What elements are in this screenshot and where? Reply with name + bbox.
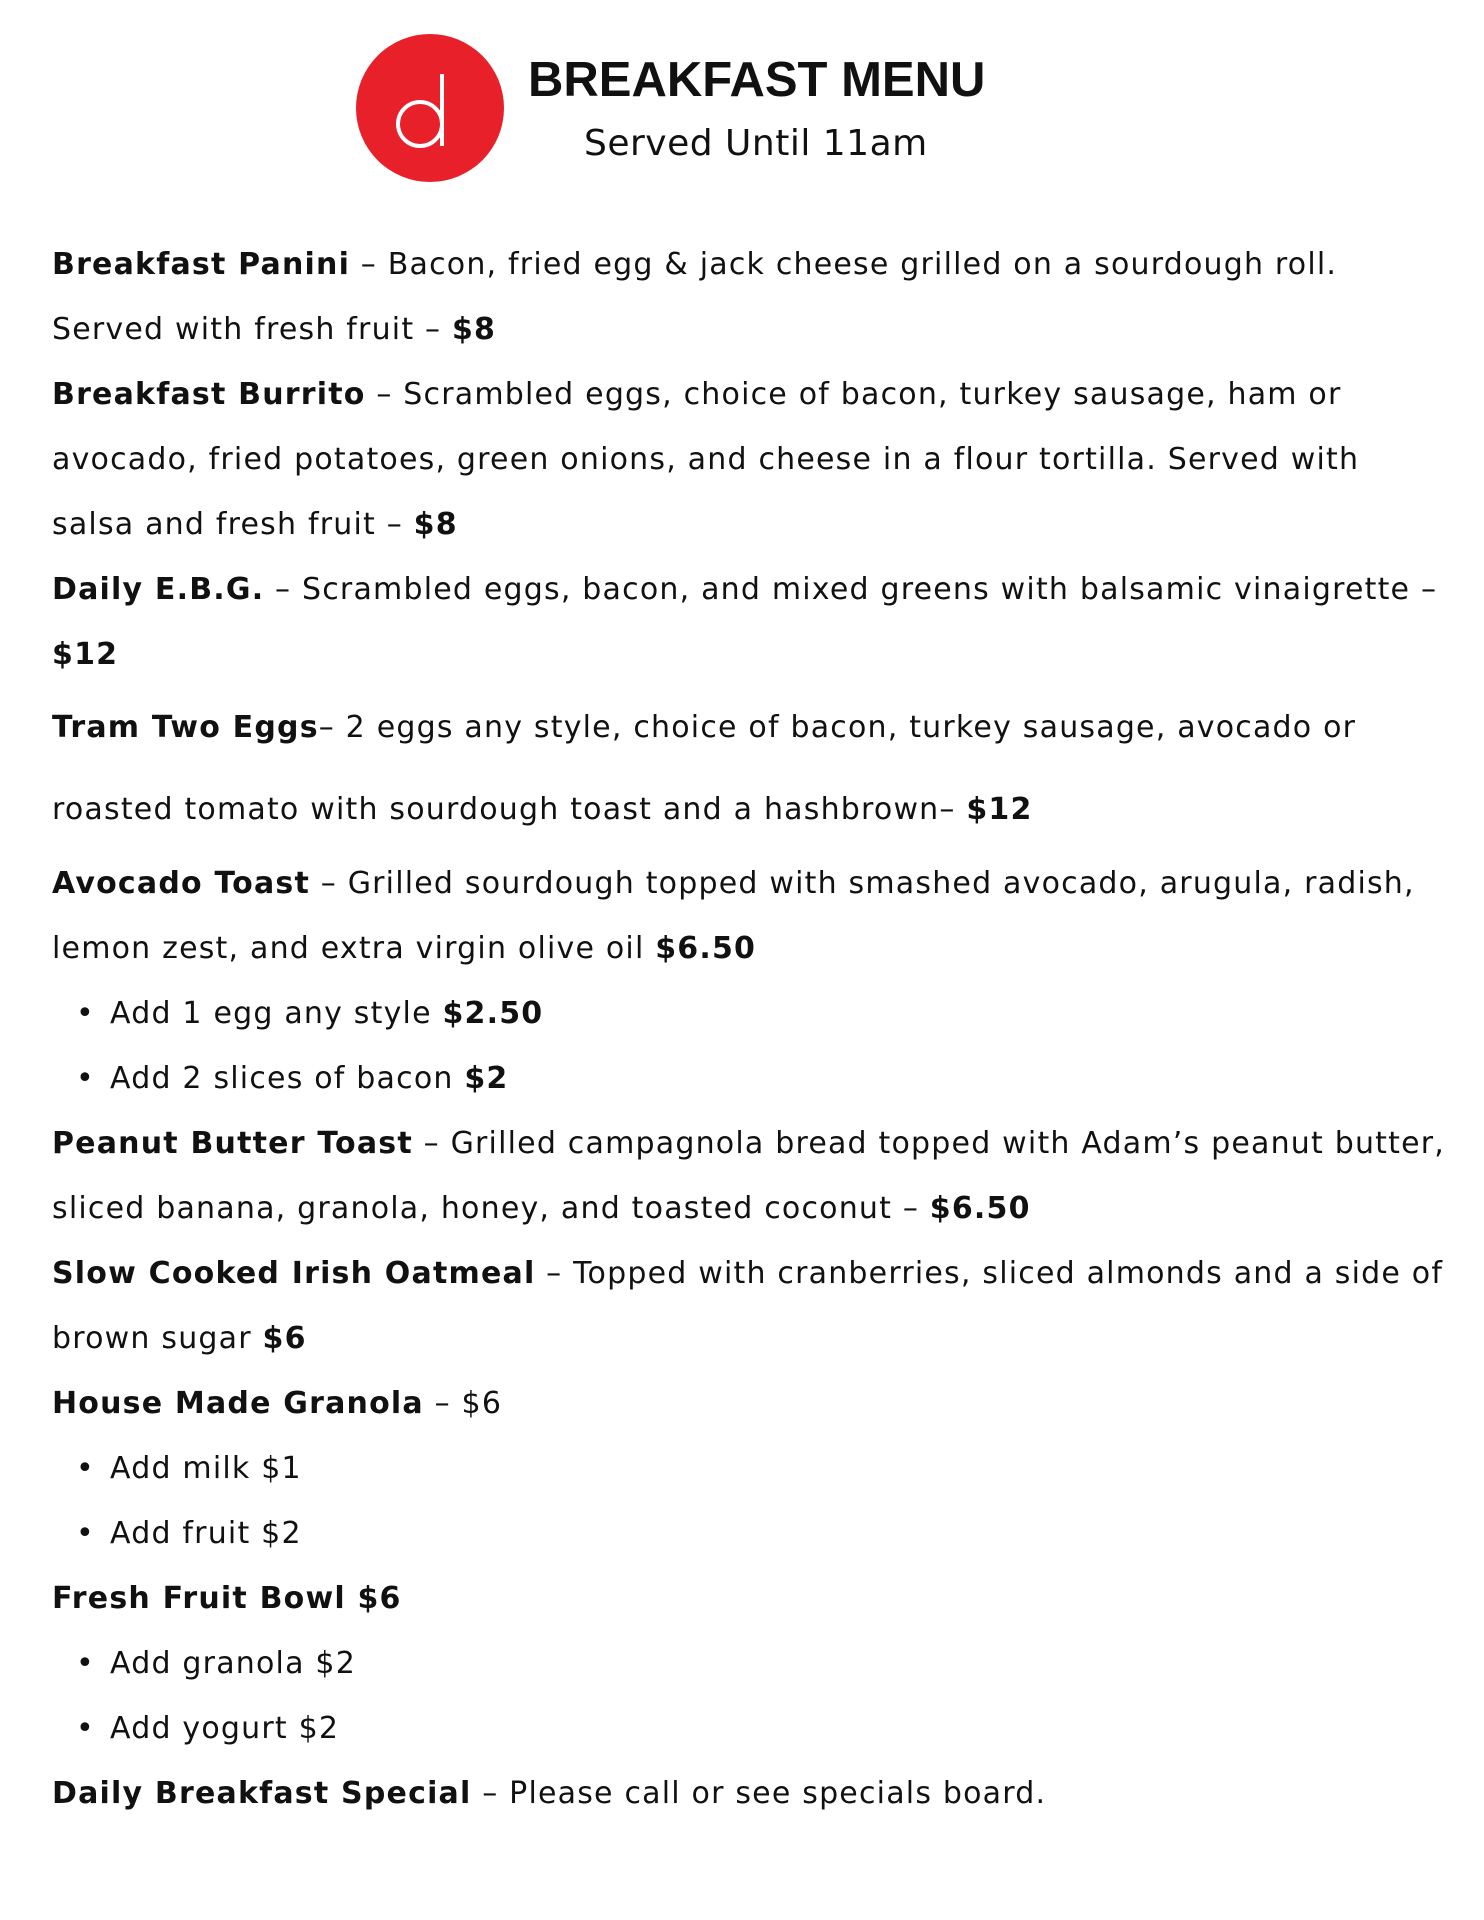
item-name: Avocado Toast [52,866,311,901]
brand-logo [356,34,504,182]
item-name: Fresh Fruit Bowl $6 [52,1581,402,1616]
menu-item-tram-two-eggs [52,687,1452,851]
item-description: – Scrambled eggs, choice of bacon, turkey sausage, ham or avocado, fried potatoes, green onions, and cheese in a flour tortilla. Served with salsa and fresh fruit – [52,377,1360,542]
addon-list [52,1631,1452,1761]
item-name: House Made Granola [52,1386,424,1421]
menu-item-avocado-toast [52,851,1452,981]
item-description: – 2 eggs any style, choice of bacon, turkey sausage, avocado or roasted tomato with sourdough toast and a hashbrown– [52,710,1357,827]
item-price: $6 [262,1321,307,1356]
item-description: – Please call or see specials board. [471,1776,1047,1811]
menu-item-fresh-fruit-bowl [52,1566,1452,1631]
item-description: – $6 [423,1386,503,1421]
addon-text: Add fruit $2 [110,1516,302,1551]
item-name: Daily Breakfast Special [52,1776,472,1811]
addon-list [52,1436,1452,1566]
item-name: Peanut Butter Toast [52,1126,413,1161]
item-name: Tram Two Eggs [52,710,319,745]
item-price: $6.50 [655,931,757,966]
item-description: – Grilled sourdough topped with smashed avocado, arugula, radish, lemon zest, and extra virgin olive oil [52,866,1415,966]
item-price: $8 [413,507,458,542]
addon-item [76,1046,1452,1111]
addon-text: Add granola $2 [110,1646,356,1681]
item-name: Breakfast Panini [52,247,351,282]
menu-item-breakfast-panini [52,232,1452,362]
addon-text: Add yogurt $2 [110,1711,340,1746]
menu-title: BREAKFAST MENU [528,53,986,107]
menu-item-breakfast-burrito [52,362,1452,557]
addon-item [76,1631,1452,1696]
addon-text: Add milk $1 [110,1451,302,1486]
addon-text: Add 1 egg any style [110,996,443,1031]
addon-item [76,1696,1452,1761]
menu-item-daily-breakfast-special [52,1761,1452,1826]
item-name: Daily E.B.G. [52,572,265,607]
menu-item-irish-oatmeal [52,1241,1452,1371]
item-description: – Bacon, fried egg & jack cheese grilled on a sourdough roll. Served with fresh fruit – [52,247,1338,347]
addon-list [52,981,1452,1111]
menu-list [52,232,1452,1826]
addon-text: Add 2 slices of bacon [110,1061,465,1096]
item-description: – Scrambled eggs, bacon, and mixed greens with balsamic vinaigrette – [264,572,1438,607]
item-description: – Topped with cranberries, sliced almonds and a side of brown sugar [52,1256,1444,1356]
item-name: Breakfast Burrito [52,377,366,412]
bullet-icon: • [76,1646,95,1681]
item-description: – Grilled campagnola bread topped with Adam’s peanut butter, sliced banana, granola, honey, and toasted coconut – [52,1126,1446,1226]
bullet-icon: • [76,996,95,1031]
bullet-icon: • [76,1516,95,1551]
menu-item-daily-ebg [52,557,1452,687]
addon-item [76,981,1452,1046]
menu-header [356,34,996,184]
item-price: $12 [966,792,1033,827]
addon-item [76,1436,1452,1501]
menu-item-peanut-butter-toast [52,1111,1452,1241]
item-price: $6.50 [929,1191,1031,1226]
bullet-icon: • [76,1711,95,1746]
item-name: Slow Cooked Irish Oatmeal [52,1256,536,1291]
addon-price: $2 [464,1061,509,1096]
item-price: $12 [52,637,119,672]
menu-subtitle: Served Until 11am [584,123,928,164]
letter-d-logo-icon [356,34,504,182]
menu-item-house-made-granola [52,1371,1452,1436]
addon-item [76,1501,1452,1566]
addon-price: $2.50 [442,996,544,1031]
bullet-icon: • [76,1451,95,1486]
item-price: $8 [451,312,497,347]
bullet-icon: • [76,1061,95,1096]
